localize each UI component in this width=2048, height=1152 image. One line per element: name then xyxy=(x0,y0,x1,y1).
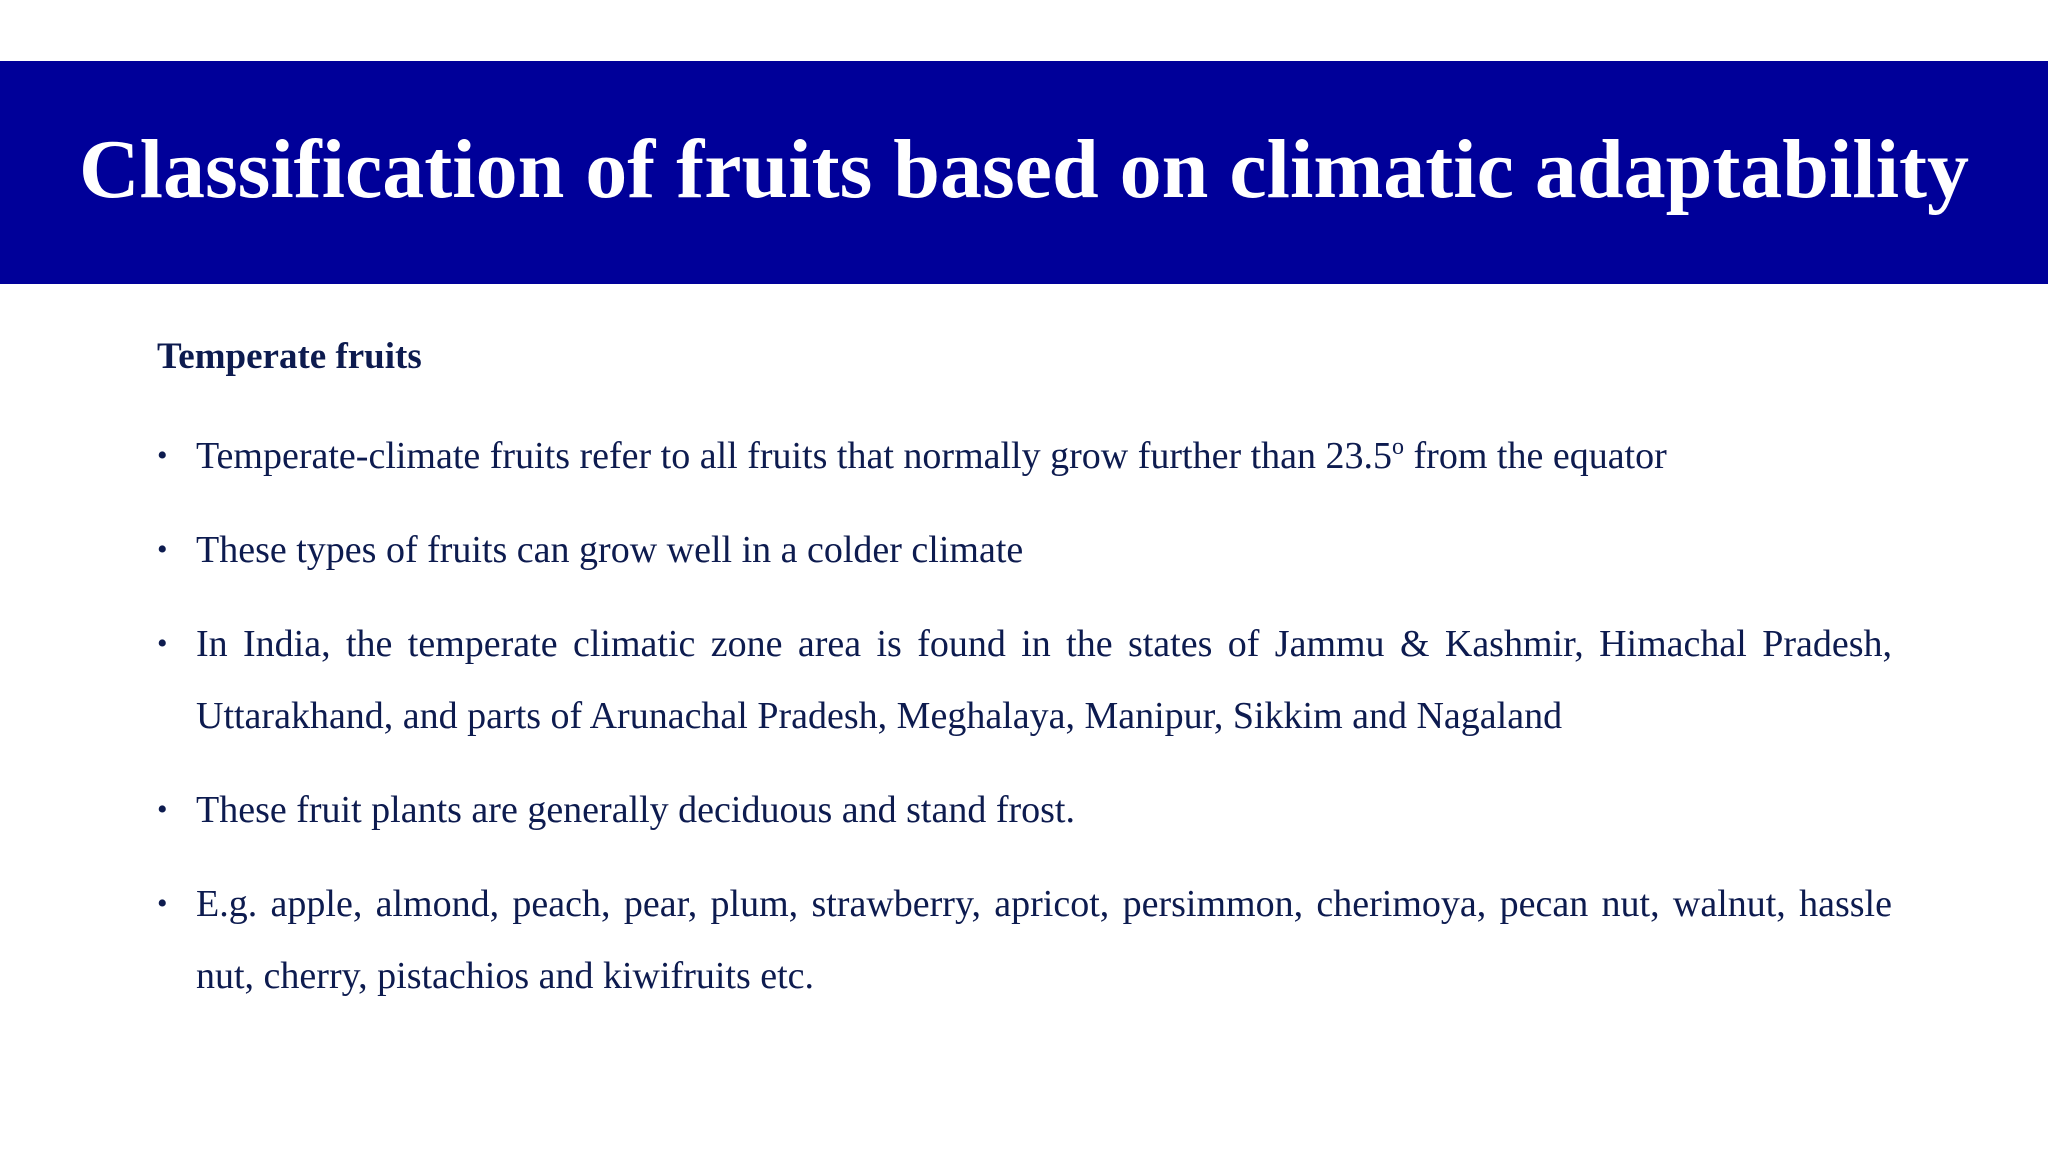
bullet-item xyxy=(157,514,1892,586)
title-banner xyxy=(0,61,2048,284)
bullet-item xyxy=(157,868,1892,1012)
bullet-item xyxy=(157,774,1892,846)
bullet-text: These types of fruits can grow well in a colder climate xyxy=(196,529,1024,571)
bullet-icon: • xyxy=(157,793,168,826)
bullet-text: E.g. apple, almond, peach, pear, plum, strawberry, apricot, persimmon, cherimoya, pecan nut, walnut, hassle nut, cherry, pistachios and kiwifruits etc. xyxy=(196,883,1892,997)
slide-title: Classification of fruits based on climatic adaptability xyxy=(78,122,1970,216)
slide-content xyxy=(157,330,1892,1034)
bullet-icon: • xyxy=(157,887,168,920)
bullet-item xyxy=(157,420,1892,492)
bullet-item xyxy=(157,608,1892,752)
bullet-text: These fruit plants are generally deciduous and stand frost. xyxy=(196,789,1075,831)
bullet-icon: • xyxy=(157,439,168,472)
bullet-text: Temperate-climate fruits refer to all fruits that normally grow further than 23.5 xyxy=(196,435,1393,477)
bullet-text: In India, the temperate climatic zone area is found in the states of Jammu & Kashmir, Himachal Pradesh, Uttarakhand, and parts of Arunachal Pradesh, Meghalaya, Manipur, Sikkim and Nagaland xyxy=(196,623,1892,737)
section-heading: Temperate fruits xyxy=(157,336,422,377)
bullet-icon: • xyxy=(157,627,168,660)
degree-superscript: o xyxy=(1392,434,1405,460)
bullet-text-tail: from the equator xyxy=(1404,435,1667,477)
bullet-icon: • xyxy=(157,533,168,566)
bullet-list xyxy=(157,420,1892,1012)
